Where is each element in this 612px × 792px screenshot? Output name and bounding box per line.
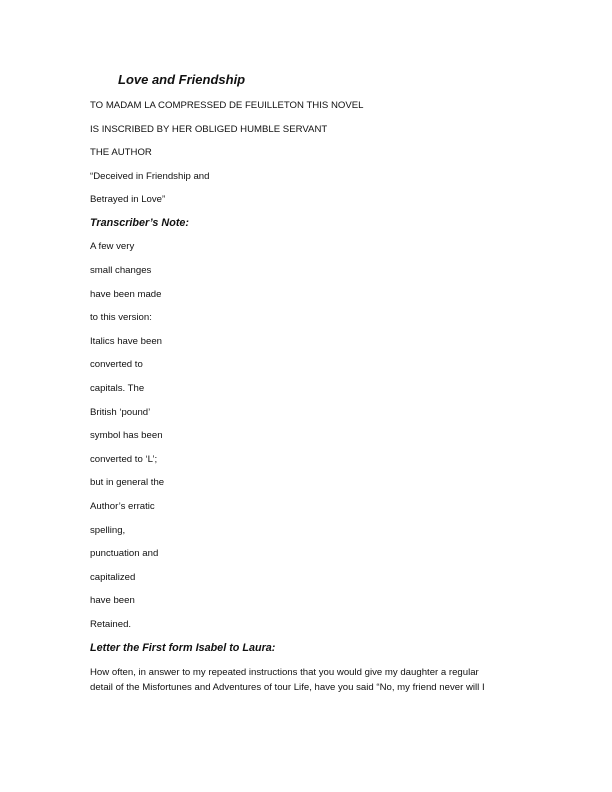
note-line: to this version: xyxy=(90,312,152,324)
note-line: have been xyxy=(90,595,135,607)
note-line: converted to xyxy=(90,359,143,371)
dedication xyxy=(90,99,530,217)
transcriber-note xyxy=(90,240,530,641)
document-title: Love and Friendship xyxy=(118,72,246,87)
note-line: have been made xyxy=(90,288,162,300)
dedication-line: IS INSCRIBED BY HER OBLIGED HUMBLE SERVANT xyxy=(90,123,328,135)
note-line: converted to ‘L’; xyxy=(90,453,158,465)
note-line: symbol has been xyxy=(90,430,163,442)
note-line: A few very xyxy=(90,241,135,253)
note-line: spelling, xyxy=(90,524,126,536)
document-body xyxy=(90,99,530,695)
letter-line: How often, in answer to my repeated instructions that you would give my daughter a regular xyxy=(90,667,479,679)
note-line: capitals. The xyxy=(90,383,145,395)
note-line: but in general the xyxy=(90,477,165,489)
letter-line: detail of the Misfortunes and Adventures of tour Life, have you said “No, my friend never will I xyxy=(90,682,485,694)
note-line: Italics have been xyxy=(90,335,162,347)
note-line: Author’s erratic xyxy=(90,501,155,512)
dedication-line: Betrayed in Love” xyxy=(90,194,166,206)
transcriber-note-heading: Transcriber’s Note: xyxy=(90,216,190,229)
letter-heading: Letter the First form Isabel to Laura: xyxy=(90,641,276,654)
dedication-line: “Deceived in Friendship and xyxy=(90,170,210,182)
note-line: punctuation and xyxy=(90,548,159,560)
note-line: capitalized xyxy=(90,571,136,583)
letter-paragraph xyxy=(90,665,530,695)
note-line: Retained. xyxy=(90,618,132,630)
note-line: British ‘pound’ xyxy=(90,406,151,418)
dedication-line: THE AUTHOR xyxy=(90,147,152,159)
note-line: small changes xyxy=(90,265,152,277)
dedication-line: TO MADAM LA COMPRESSED DE FEUILLETON THIS NOVEL xyxy=(90,100,364,111)
